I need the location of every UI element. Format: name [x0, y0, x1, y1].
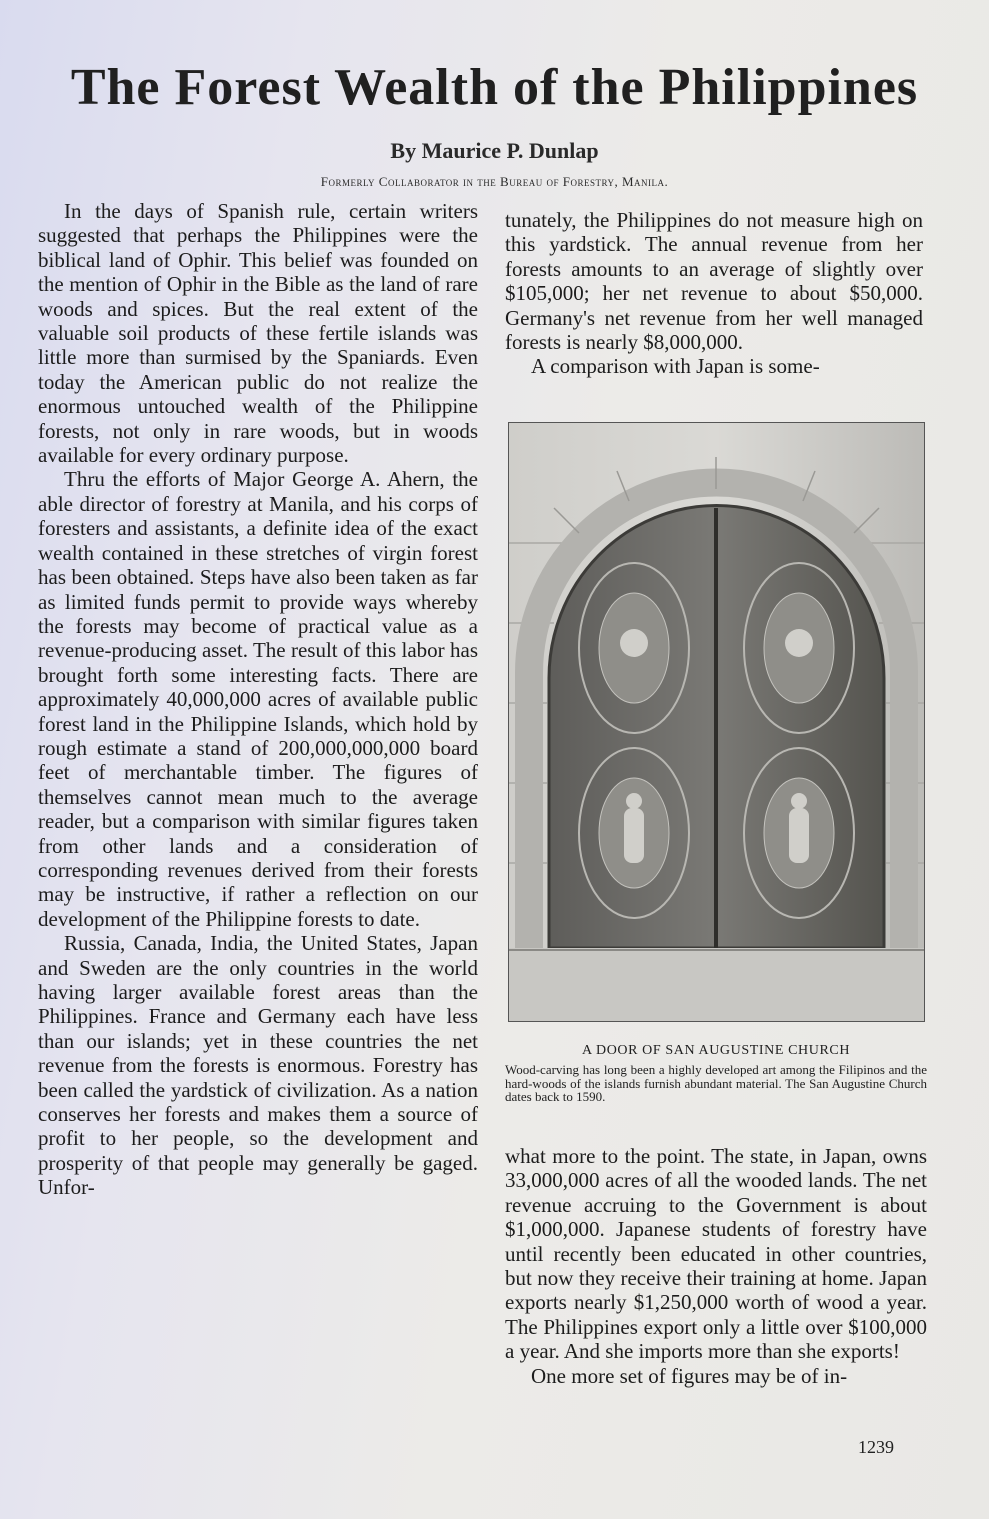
right-column-bottom — [505, 1144, 927, 1388]
page-number: 1239 — [858, 1437, 894, 1457]
paragraph: One more set of figures may be of in- — [531, 1363, 848, 1388]
paragraph: what more to the point. The state, in Japan, owns 33,000,000 acres of all the wooded lands. The net revenue accruing to the Government is about $1,000,000. Japanese students of forestry have until recently been educated in other countries, but now they receive their training at home. Japan exports nearly $1,250,000 worth of wood a year. The Philippines export only a little over $100,000 a year. And she imports more than she exports! — [505, 1144, 927, 1364]
author-byline: By Maurice P. Dunlap — [390, 138, 599, 163]
paragraph: Russia, Canada, India, the United States, Japan and Sweden are the only countries in the world having larger available forest areas than the Philippines. France and Germany each have less than our islands; yet in these countries the net revenue from the forests is enormous. Forestry has been called the yardstick of civilization. As a nation conserves her forests and makes them a source of profit to her people, so the development and prosperity of that people may generally be gaged. Unfor- — [38, 931, 478, 1200]
carved-door-illustration — [509, 423, 924, 1021]
church-door-photo — [508, 422, 925, 1022]
left-column — [38, 199, 478, 1200]
paragraph: In the days of Spanish rule, certain writers suggested that perhaps the Philippines were the biblical land of Ophir. This belief was founded on the mention of Ophir in the Bible as the land of rare woods and spices. But the real extent of the valuable soil products of these fertile islands was little more than surmised by the Spaniards. Even today the American public do not realize the enormous untouched wealth of the Philippine forests, not only in rare woods, but in woods available for every ordinary purpose. — [38, 199, 478, 468]
author-affiliation: Formerly Collaborator in the Bureau of Forestry, Manila. — [320, 174, 669, 189]
figure-caption-title: A DOOR OF SAN AUGUSTINE CHURCH — [581, 1043, 851, 1058]
right-column-top — [505, 208, 923, 379]
article-title: The Forest Wealth of the Philippines — [70, 59, 919, 116]
figure-caption-text: Wood-carving has long been a highly developed art among the Filipinos and the hard-woods of the islands furnish abundant material. The San Augustine Church dates back to 1590. — [505, 1062, 927, 1104]
paragraph: tunately, the Philippines do not measure high on this yardstick. The annual revenue from her forests amounts to an average of slightly over $105,000; her net revenue to about $50,000. Germany's net revenue from her well managed forests is nearly $8,000,000. — [505, 208, 923, 355]
paragraph: A comparison with Japan is some- — [531, 354, 820, 379]
paragraph: Thru the efforts of Major George A. Ahern, the able director of forestry at Manila, and his corps of foresters and assistants, a definite idea of the exact wealth contained in these stretches of virgin forest has been obtained. Steps have also been taken as far as limited funds permit to provide ways whereby the forests may become of practical value as a revenue-producing asset. The result of this labor has brought forth some interesting facts. There are approximately 40,000,000 acres of available public forest land in the Philippine Islands, which hold by rough estimate a stand of 200,000,000,000 board feet of merchantable timber. The figures of themselves cannot mean much to the average reader, but a comparison with similar figures taken from other lands and a consideration of corresponding revenues derived from their forests may be instructive, if rather a reflection on our development of the Philippine forests to date. — [38, 467, 478, 931]
